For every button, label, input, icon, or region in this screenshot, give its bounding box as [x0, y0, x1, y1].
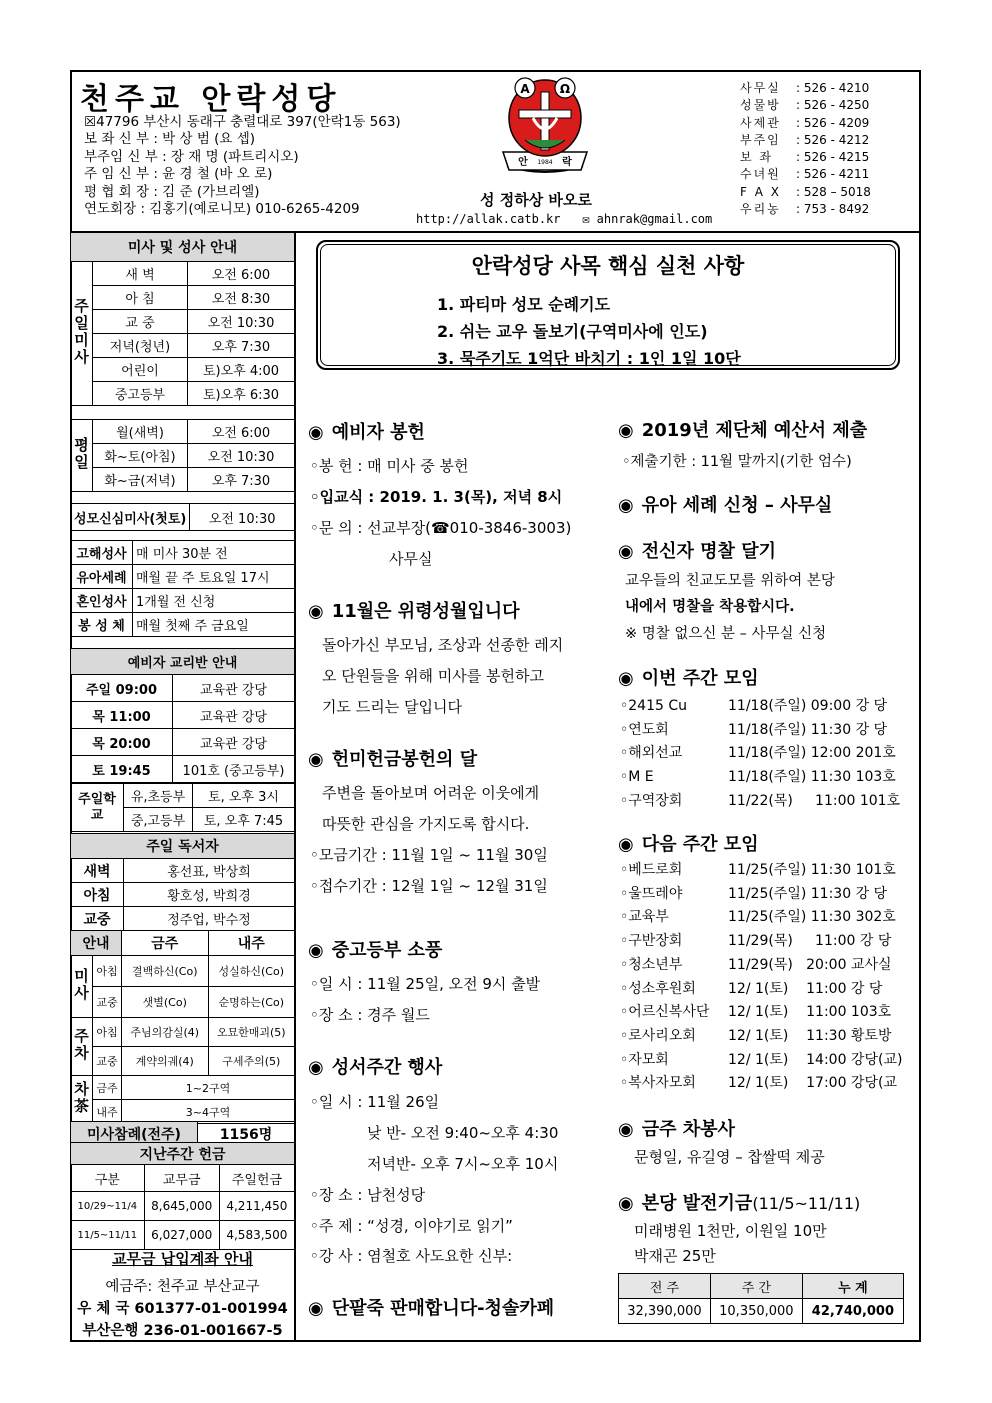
sacrament-info: 매월 첫째 주 금요일: [133, 613, 295, 637]
section-title: ◉ 예비자 봉헌: [308, 422, 425, 443]
offering-table: [70, 1142, 295, 1250]
meeting-time-place: 11/18(주일) 11:30 103호: [728, 769, 896, 786]
section-title: ◉ 다음 주간 모임: [618, 834, 759, 855]
section-line: ◦봉 헌 : 매 미사 중 봉헌: [310, 457, 469, 475]
section-line: ◦입교식 : 2019. 1. 3(목), 저녁 8시: [310, 488, 563, 506]
bullet-icon: ◉: [308, 601, 324, 622]
section-line: 오 단원들을 위해 미사를 봉헌하고: [322, 667, 544, 685]
reader-time: 아침: [71, 883, 124, 907]
meeting-time-place: 11/18(주일) 09:00 강 당: [728, 698, 888, 714]
mail-icon: ✉: [582, 212, 590, 226]
section-line: ◦제출기한 : 11월 말까지(기한 엄수): [622, 454, 852, 470]
school-time: 토, 오후 3시: [193, 784, 295, 808]
sacrament-info: 매 미사 30분 전: [133, 541, 295, 565]
phone-label: 사제관: [740, 115, 781, 130]
meeting-name: ◦복사자모회: [620, 1075, 696, 1092]
section-line: 주변을 돌아보며 어려운 이웃에게: [322, 784, 540, 802]
bullet-icon: ◉: [308, 1298, 324, 1319]
email-link[interactable]: ahnrak@gmail.com: [596, 212, 713, 226]
meeting-name: ◦로사리오회: [620, 1027, 696, 1044]
patron-name: 성 정하상 바오로: [480, 191, 592, 209]
section-title: ◉ 2019년 제단체 예산서 제출: [618, 420, 868, 441]
bullet-icon: ◉: [308, 422, 324, 443]
guide-this-week: 주님의감실(4): [122, 1018, 209, 1047]
weekday-time-name: 화~토(아침): [93, 444, 188, 468]
phone-number: : 526 - 4215: [796, 150, 870, 165]
weekday-time: 오전 6:00: [188, 420, 295, 444]
sunday-time-name: 저녁(청년): [93, 334, 188, 358]
phone-number: : 753 - 8492: [796, 202, 870, 217]
section-title: ◉ 유아 세례 신청 – 사무실: [618, 495, 833, 516]
guide-next-week: 성실하신(Co): [208, 956, 295, 987]
sacrament-name: 고해성사: [71, 541, 133, 565]
school-group: 중,고등부: [124, 808, 193, 832]
meeting-row: [620, 790, 900, 814]
offering-tithe: 6,027,000: [144, 1221, 219, 1250]
weekday-time: 오전 10:30: [188, 444, 295, 468]
meeting-row: [620, 1072, 902, 1096]
fund-head: 누 계: [802, 1274, 903, 1299]
section-line: 낮 반- 오전 9:40~오후 4:30: [367, 1124, 559, 1142]
sunday-time-name: 새 벽: [93, 262, 188, 286]
reader-time: 새벽: [71, 859, 124, 883]
meeting-name: ◦구반장회: [620, 933, 683, 950]
catechumen-place: 교육관 강당: [173, 702, 295, 729]
section-line: ◦장 소 : 남천성당: [310, 1186, 426, 1204]
catechumen-place: 교육관 강당: [173, 729, 295, 756]
guide-slot: 아침: [93, 1018, 122, 1047]
catechumen-table: [70, 648, 295, 783]
meeting-time-place: 11/22(목) 11:00 101호: [728, 792, 901, 809]
section-line: 박재곤 25만: [634, 1247, 716, 1265]
section-title: ◉ 전신자 명찰 달기: [618, 541, 776, 562]
guide-next-week: 구세주의(5): [208, 1047, 295, 1076]
sacrament-info: 매월 끝 주 토요일 17시: [133, 565, 295, 589]
offering-tithe: 8,645,000: [144, 1192, 219, 1221]
phone-directory: [740, 80, 871, 218]
meeting-time-place: 12/ 1(토) 14:00 강당(교): [728, 1051, 903, 1068]
logo-text-an: 안: [518, 157, 528, 168]
meeting-row: [620, 695, 900, 719]
fund-week: 10,350,000: [710, 1299, 802, 1324]
fund-prev: 32,390,000: [619, 1299, 711, 1324]
logo-alpha: A: [520, 82, 530, 96]
sunday-school-label: 주일학교: [71, 784, 124, 832]
fund-total: 42,740,000: [802, 1299, 903, 1324]
meeting-name: ◦자모회: [620, 1051, 669, 1068]
catechumen-time: 목 20:00: [71, 729, 173, 756]
section-line: ◦모금기간 : 11월 1일 ~ 11월 30일: [310, 846, 548, 864]
readers-title: 주일 독서자: [71, 834, 295, 859]
section-line: 기도 드리는 달입니다: [322, 698, 462, 716]
first-saturday-table: [70, 503, 295, 531]
meeting-name: ◦M E: [620, 769, 654, 786]
bullet-icon: ◉: [618, 1119, 634, 1140]
offering-head: 교무금: [144, 1165, 219, 1192]
meeting-row: [620, 766, 900, 790]
phone-label: 보 좌: [740, 150, 773, 165]
meeting-time-place: 12/ 1(토) 11:30 황토방: [728, 1027, 892, 1044]
section-title: ◉ 중고등부 소풍: [308, 940, 443, 961]
phone-label: 수녀원: [740, 167, 781, 182]
reader-names: 정주업, 박수정: [124, 907, 295, 931]
reader-names: 홍선표, 박상희: [124, 859, 295, 883]
section-title: ◉ 11월은 위령성월입니다: [308, 601, 520, 622]
mass-schedule-table: [70, 232, 295, 406]
account-list: [70, 1276, 295, 1342]
guide-slot: 내주: [93, 1100, 122, 1124]
section-line: 문형일, 유길영 – 찹쌀떡 제공: [634, 1148, 825, 1166]
catechumen-title: 예비자 교리반 안내: [71, 649, 295, 675]
first-sat-label: 성모신심미사(첫토): [71, 504, 190, 531]
sunday-time: 토)오후 4:00: [188, 358, 295, 382]
weekday-time-name: 화~금(저녁): [93, 468, 188, 492]
phone-row: [740, 115, 871, 132]
parish-logo: [497, 74, 593, 176]
meeting-row: [620, 883, 902, 907]
core-title: 안락성당 사목 핵심 실천 사항: [471, 254, 745, 278]
section-line: ◦일 시 : 11월 26일: [310, 1093, 440, 1111]
guide-this-week: 결백하신(Co): [122, 956, 209, 987]
info-line: 주 임 신 부 : 윤 경 철 (바 오 로): [84, 166, 273, 183]
guide-car-label: 주차: [71, 1018, 93, 1076]
phone-row: [740, 80, 871, 97]
offering-period: 10/29~11/4: [71, 1192, 145, 1221]
phone-row: [740, 166, 871, 183]
bullet-icon: ◉: [618, 668, 634, 689]
sunday-time-name: 교 중: [93, 310, 188, 334]
meeting-time-place: 12/ 1(토) 11:00 103호: [728, 1004, 892, 1021]
info-line: 연도회장 : 김홍기(예로니모) 010-6265-4209: [84, 201, 360, 218]
meeting-name: ◦2415 Cu: [620, 698, 687, 714]
bullet-icon: ◉: [618, 541, 634, 562]
reader-time: 교중: [71, 907, 124, 931]
meeting-row: [620, 1001, 902, 1025]
account-title: 교무금 납입계좌 안내: [112, 1250, 253, 1268]
core-item: 2. 쉬는 교우 돌보기(구역미사에 인도): [437, 322, 708, 341]
phone-label: 성물방: [740, 98, 781, 113]
section-line: ◦장 소 : 경주 월드: [310, 1006, 430, 1024]
fund-table: [618, 1273, 904, 1324]
meeting-time-place: 11/18(주일) 11:30 강 당: [728, 721, 888, 738]
meeting-time-place: 11/29(목) 20:00 교사실: [728, 956, 892, 973]
logo-omega: Ω: [559, 82, 571, 96]
readers-table: [70, 833, 295, 931]
guide-tea-label: 차茶: [71, 1076, 93, 1124]
section-title: ◉ 이번 주간 모임: [618, 668, 759, 689]
contact-line: [416, 212, 712, 226]
info-line: 평 협 회 장 : 김 준 (가브리엘): [84, 183, 260, 200]
section-line: 사무실: [389, 550, 433, 568]
account-holder: 예금주: 천주교 부산교구: [105, 1279, 260, 1295]
sunday-time-name: 어린이: [93, 358, 188, 382]
sunday-time-name: 아 침: [93, 286, 188, 310]
bullet-icon: ◉: [308, 1057, 324, 1078]
phone-number: : 526 - 4250: [796, 98, 870, 113]
attendance-value: 1156명: [198, 1122, 295, 1146]
guide-slot: 교중: [93, 987, 122, 1018]
meeting-row: [620, 978, 902, 1002]
weekday-time-name: 월(새벽): [93, 420, 188, 444]
section-line: ◦접수기간 : 12월 1일 ~ 12월 31일: [310, 877, 548, 895]
section-title: ◉ 성서주간 행사: [308, 1057, 443, 1078]
meeting-name: ◦성소후원회: [620, 980, 696, 997]
meeting-time-place: 11/25(주일) 11:30 101호: [728, 862, 896, 878]
meeting-row: [620, 954, 902, 978]
guide-table: [70, 930, 295, 1124]
sunday-time: 오전 10:30: [188, 310, 295, 334]
section-title: ◉ 헌미헌금봉헌의 달: [308, 749, 478, 770]
guide-head: 금주: [122, 931, 209, 956]
section-line: ◦주 제 : “성경, 이야기로 읽기”: [310, 1217, 513, 1235]
meeting-row: [620, 1049, 902, 1073]
next-week-meetings: [620, 859, 902, 1096]
bullet-icon: ◉: [618, 495, 634, 516]
school-group: 유,초등부: [124, 784, 193, 808]
core-item: 3. 묵주기도 1억단 바치기 : 1인 1일 10단: [437, 349, 741, 368]
phone-label: 우리농: [740, 202, 781, 217]
section-line: 교우들의 친교도모를 위하여 본당: [625, 573, 835, 589]
meeting-row: [620, 930, 902, 954]
catechumen-time: 주일 09:00: [71, 675, 173, 702]
meeting-name: ◦어르신복사단: [620, 1004, 710, 1021]
bullet-icon: ◉: [308, 940, 324, 961]
bullet-icon: ◉: [618, 1193, 634, 1214]
phone-number: : 526 - 4210: [796, 81, 870, 95]
account-bank: 부산은행 236-01-001667-5: [82, 1323, 283, 1339]
sunday-time: 오전 6:00: [188, 262, 295, 286]
section-line: ◦강 사 : 염철호 사도요한 신부:: [310, 1247, 513, 1265]
sacrament-name: 혼인성사: [71, 589, 133, 613]
meeting-row: [620, 742, 900, 766]
guide-tea-area: 1~2구역: [122, 1076, 295, 1100]
section-line: ◦문 의 : 선교부장(☎010-3846-3003): [310, 519, 572, 537]
meeting-row: [620, 719, 900, 743]
section-title: ◉ 단팥죽 판매합니다-청솔카페: [308, 1298, 555, 1319]
phone-row: [740, 184, 871, 201]
core-item: 1. 파티마 성모 순례기도: [437, 295, 611, 314]
sacrament-info: 1개월 전 신청: [133, 589, 295, 613]
guide-slot: 교중: [93, 1047, 122, 1076]
section-line: 내에서 명찰을 착용합시다.: [625, 599, 795, 615]
section-line: 미래병원 1천만, 이원일 10만: [634, 1222, 827, 1240]
guide-next-week: 순명하는(Co): [208, 987, 295, 1018]
meeting-row: [620, 1025, 902, 1049]
phone-row: [740, 97, 871, 114]
guide-next-week: 오묘한매괴(5): [208, 1018, 295, 1047]
guide-head: 안내: [71, 931, 122, 956]
meeting-name: ◦구역장회: [620, 792, 683, 809]
phone-number: : 526 - 4212: [796, 132, 870, 147]
phone-label: 부주임: [740, 132, 781, 147]
guide-this-week: 계약의궤(4): [122, 1047, 209, 1076]
phone-row: [740, 201, 871, 218]
section-title: ◉ 본당 발전기금(11/5~11/11): [618, 1193, 861, 1214]
sunday-time: 토)오후 6:30: [188, 382, 295, 406]
guide-mass-label: 미사: [71, 956, 93, 1018]
logo-text-rak: 락: [562, 157, 572, 168]
sacrament-name: 유아세례: [71, 565, 133, 589]
first-sat-time: 오전 10:30: [190, 504, 295, 531]
section-line: 돌아가신 부모님, 조상과 선종한 레지: [322, 636, 564, 654]
meeting-time-place: 11/18(주일) 12:00 201호: [728, 745, 896, 762]
phone-number: : 526 - 4209: [796, 115, 870, 130]
info-line: 보 좌 신 부 : 박 상 범 (요 셉): [84, 131, 256, 148]
bullet-icon: ◉: [618, 420, 634, 441]
meeting-name: ◦울뜨레야: [620, 885, 683, 902]
guide-slot: 금주: [93, 1076, 122, 1100]
guide-this-week: 샛별(Co): [122, 987, 209, 1018]
guide-slot: 아침: [93, 956, 122, 987]
weekday-time: 오후 7:30: [188, 468, 295, 492]
offering-head: 주일헌금: [219, 1165, 294, 1192]
meeting-name: ◦해외선교: [620, 745, 683, 762]
weekday-table: [70, 419, 295, 492]
fund-head: 전 주: [619, 1274, 711, 1299]
phone-row: [740, 149, 871, 166]
meeting-time-place: 11/25(주일) 11:30 302호: [728, 909, 896, 926]
school-time: 토, 오후 7:45: [193, 808, 295, 832]
phone-number: : 528 – 5018: [796, 184, 871, 199]
catechumen-time: 목 11:00: [71, 702, 173, 729]
meeting-time-place: 12/ 1(토) 17:00 강당(교: [728, 1075, 897, 1092]
catechumen-time: 토 19:45: [71, 756, 173, 783]
website-link[interactable]: http://allak.catb.kr: [416, 212, 561, 226]
meeting-name: ◦교육부: [620, 909, 669, 926]
catechumen-place: 101호 (중고등부): [173, 756, 295, 783]
sunday-label: 주일미사: [71, 262, 93, 406]
this-week-meetings: [620, 695, 900, 814]
meeting-row: [620, 906, 902, 930]
sunday-time-name: 중고등부: [93, 382, 188, 406]
bullet-icon: ◉: [308, 749, 324, 770]
section-title: ◉ 금주 차봉사: [618, 1119, 735, 1140]
sunday-time: 오전 8:30: [188, 286, 295, 310]
phone-number: : 526 - 4211: [796, 167, 870, 182]
phone-label: 사무실: [740, 81, 781, 95]
page-title: 천주교 안락성당: [80, 82, 342, 117]
section-line: ◦일 시 : 11월 25일, 오전 9시 출발: [310, 975, 541, 993]
sacrament-name: 봉 성 체: [71, 613, 133, 637]
offering-title: 지난주간 헌금: [71, 1143, 295, 1165]
attendance-label: 미사참례(전주): [71, 1122, 198, 1146]
offering-sunday: 4,583,500: [219, 1221, 294, 1250]
catechumen-place: 교육관 강당: [173, 675, 295, 702]
account-post: 우 체 국 601377-01-001994: [77, 1301, 288, 1317]
weekday-label: 평일: [71, 420, 93, 492]
sacrament-table: [70, 540, 295, 637]
meeting-time-place: 12/ 1(토) 11:00 강 당: [728, 980, 883, 997]
sunday-school-table: [70, 783, 295, 832]
meeting-time-place: 11/25(주일) 11:30 강 당: [728, 885, 888, 902]
guide-tea-area: 3~4구역: [122, 1100, 295, 1124]
section-line: 저녁반- 오후 7시~오후 10시: [367, 1155, 559, 1173]
sunday-time: 오후 7:30: [188, 334, 295, 358]
phone-label: F A X: [740, 184, 781, 199]
guide-head: 내주: [208, 931, 295, 956]
info-line: 부주임 신 부 : 장 재 명 (파트리시오): [84, 148, 299, 165]
meeting-time-place: 11/29(목) 11:00 강 당: [728, 933, 892, 950]
fund-head: 주 간: [710, 1274, 802, 1299]
address-line: ☒47796 부산시 동래구 충렬대로 397(안락1동 563): [84, 114, 401, 130]
offering-period: 11/5~11/11: [71, 1221, 145, 1250]
header-info: [84, 114, 401, 218]
mass-title: 미사 및 성사 안내: [71, 233, 295, 262]
reader-names: 황호성, 박희경: [124, 883, 295, 907]
meeting-row: [620, 859, 902, 883]
meeting-name: ◦연도회: [620, 721, 669, 738]
offering-sunday: 4,211,450: [219, 1192, 294, 1221]
bullet-icon: ◉: [618, 834, 634, 855]
section-line: 따뜻한 관심을 가지도록 합시다.: [322, 815, 530, 833]
meeting-name: ◦베드로회: [620, 862, 683, 878]
phone-row: [740, 132, 871, 149]
logo-year: 1984: [537, 159, 553, 166]
meeting-name: ◦청소년부: [620, 956, 683, 973]
offering-head: 구분: [71, 1165, 145, 1192]
section-line: ※ 명찰 없으신 분 – 사무실 신청: [625, 626, 827, 642]
